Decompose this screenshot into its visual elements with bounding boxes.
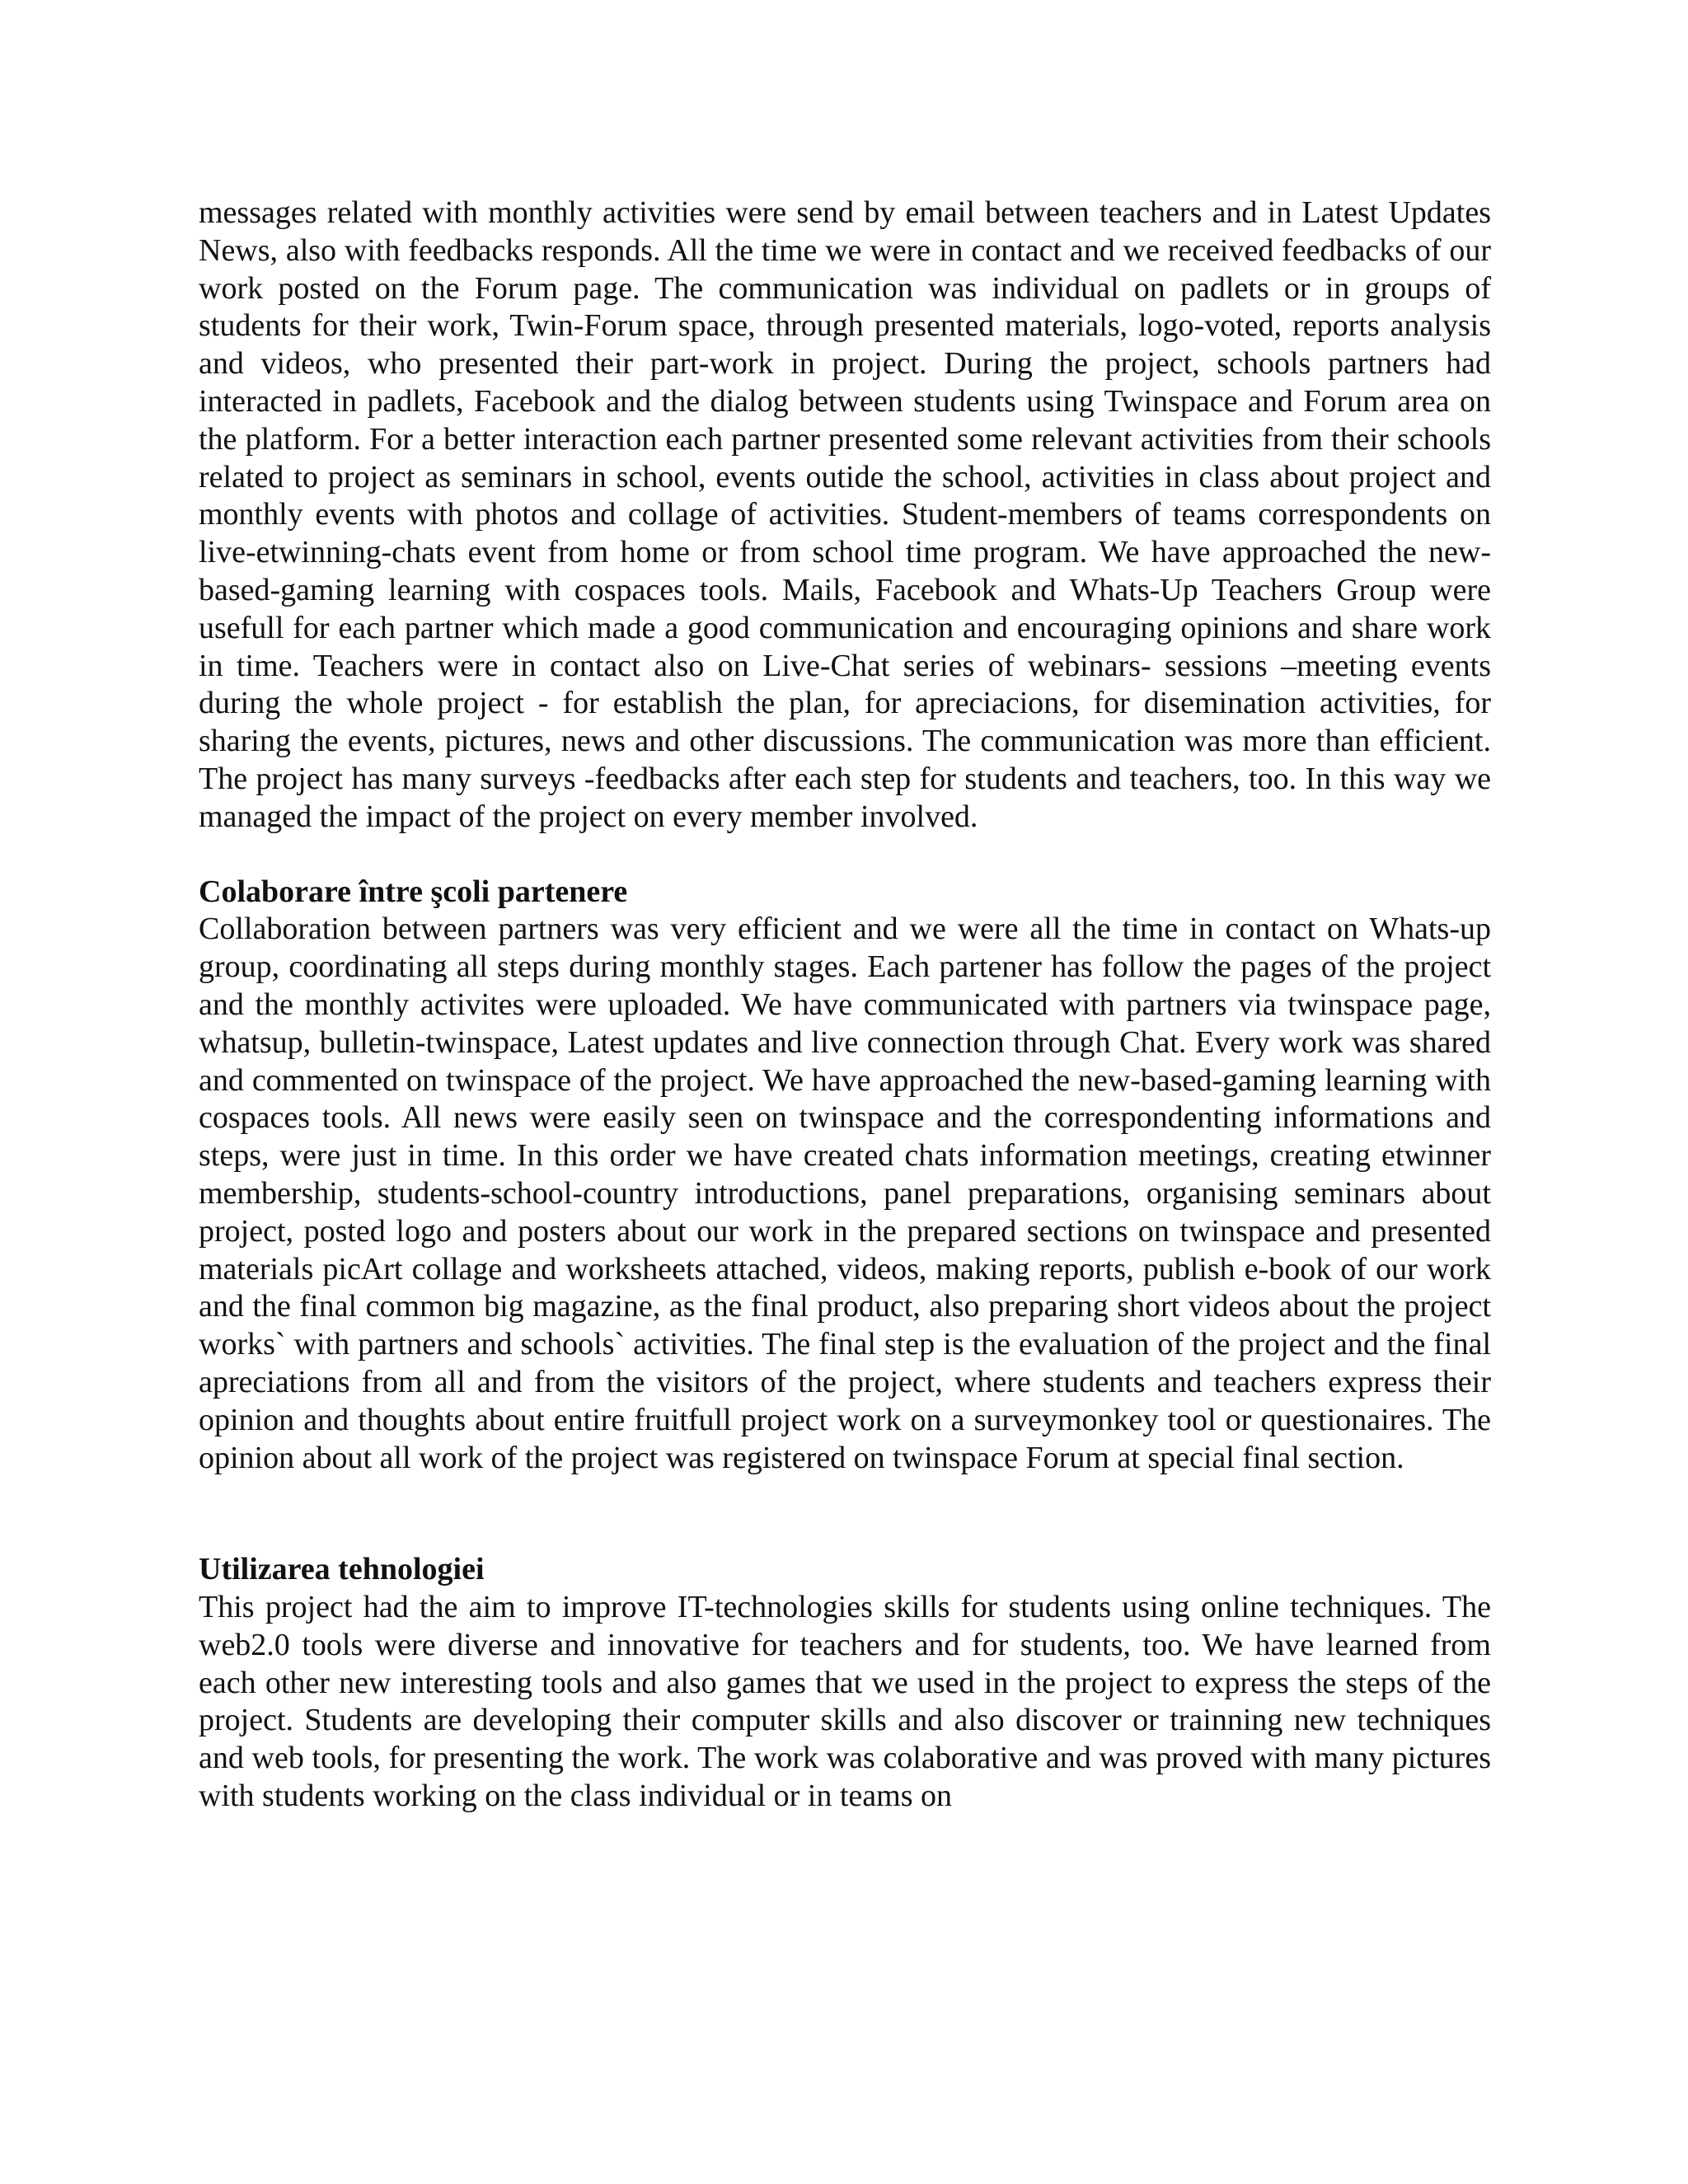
collaboration-paragraph: Collaboration between partners was very efficient and we were all the time in contact on Whats-up group, coordinating all steps during monthly stages. Each partener has follow the pages of the project and the monthly activites were uploaded. We have communicated with partners via twinspace page, whatsup, bulletin-twinspace, Latest updates and live connection through Chat. Every work was shared and commented on twinspace of the project. We have approached the new-based-gaming learning with cospaces tools. All news were easily seen on twinspace and the correspondenting informations and steps, were just in time. In this order we have created chats information meetings, creating etwinner membership, students-school-country introductions, panel preparations, organising seminars about project, posted logo and posters about our work in the prepared sections on twinspace and presented materials picArt collage and worksheets attached, videos, making reports, publish e-book of our work and the final common big magazine, as the final product, also preparing short videos about the project works` with partners and schools` activities. The final step is the evaluation of the project and the final apreciations from all and from the visitors of the project, where students and teachers express their opinion and thoughts about entire fruitfull project work on a surveymonkey tool or questionaires. The opinion about all work of the project was registered on twinspace Forum at special final section. <box>199 912 1491 1475</box>
technology-heading: Utilizarea tehnologiei <box>199 1552 485 1587</box>
intro-paragraph: messages related with monthly activities were send by email between teachers and in Latest Updates News, also with feedbacks responds. All the time we were in contact and we received feedbacks of our work posted on the Forum page. The communication was individual on padlets or in groups of students for their work, Twin-Forum space, through presented materials, logo-voted, reports analysis and videos, who presented their part-work in project. During the project, schools partners had interacted in padlets, Facebook and the dialog between students using Twinspace and Forum area on the platform. For a better interaction each partner presented some relevant activities from their schools related to project as seminars in school, events outide the school, activities in class about project and monthly events with photos and collage of activities. Student-members of teams correspondents on live-etwinning-chats event from home or from school time program. We have approached the new-based-gaming learning with cospaces tools. Mails, Facebook and Whats-Up Teachers Group were usefull for each partner which made a good communication and encouraging opinions and share work in time. Teachers were in contact also on Live-Chat series of webinars- sessions –meeting events during the whole project - for establish the plan, for apreciacions, for disemination activities, for sharing the events, pictures, news and other discussions. The communication was more than efficient. The project has many surveys -feedbacks after each step for students and teachers, too. In this way we managed the impact of the project on every member involved. <box>199 195 1491 834</box>
collaboration-heading: Colaborare între şcoli partenere <box>199 874 628 909</box>
document-page <box>199 194 1491 1816</box>
spacer <box>199 837 1491 874</box>
spacer <box>199 1477 1491 1551</box>
technology-paragraph: This project had the aim to improve IT-technologies skills for students using online techniques. The web2.0 tools were diverse and innovative for teachers and for students, too. We have learned from each other new interesting tools and also games that we used in the project to express the steps of the project. Students are developing their computer skills and also discover or trainning new techniques and web tools, for presenting the work. The work was colaborative and was proved with many pictures with students working on the class individual or in teams on <box>199 1590 1491 1814</box>
